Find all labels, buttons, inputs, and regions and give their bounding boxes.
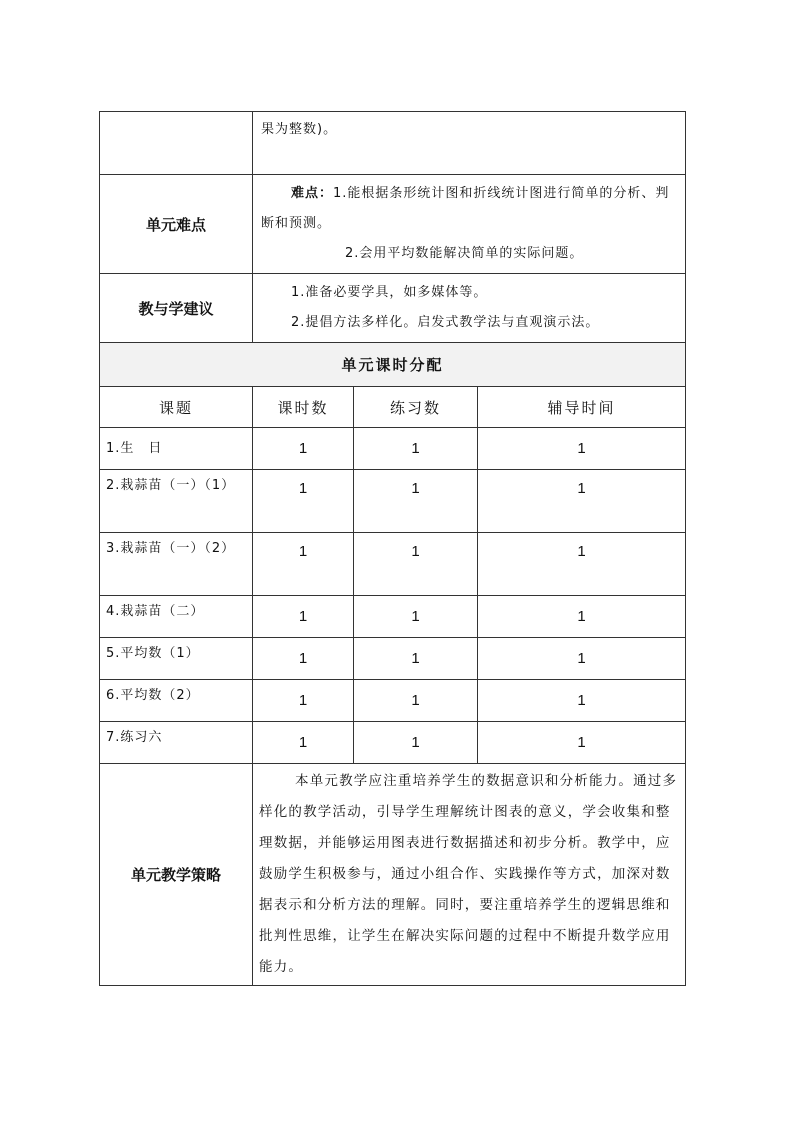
lesson-name: 2.栽蒜苗（一）（1） xyxy=(100,470,253,533)
lesson-name: 4.栽蒜苗（二） xyxy=(100,596,253,638)
difficulty-line1 xyxy=(261,179,677,239)
difficulty-line1-text: 1.能根据条形统计图和折线统计图进行简单的分析、判断和预测。 xyxy=(261,186,670,231)
lesson-tutoring: 1 xyxy=(478,722,686,764)
lesson-tutoring: 1 xyxy=(478,533,686,596)
lesson-exercises: 1 xyxy=(354,596,478,638)
lesson-hours: 1 xyxy=(253,596,354,638)
lesson-hours: 1 xyxy=(253,428,354,470)
advice-line1: 1.准备必要学具，如多媒体等。 xyxy=(291,285,488,300)
lesson-row xyxy=(100,596,686,638)
difficulty-line2: 2.会用平均数能解决简单的实际问题。 xyxy=(345,246,584,261)
continuation-text: 果为整数)。 xyxy=(253,112,686,175)
difficulty-row xyxy=(100,175,686,274)
lesson-row xyxy=(100,470,686,533)
lesson-hours: 1 xyxy=(253,533,354,596)
header-tutoring: 辅导时间 xyxy=(478,387,686,428)
lesson-exercises: 1 xyxy=(354,470,478,533)
header-hours: 课时数 xyxy=(253,387,354,428)
strategy-text: 本单元教学应注重培养学生的数据意识和分析能力。通过多样化的教学活动，引导学生理解统计图表的意义，学会收集和整理数据，并能够运用图表进行数据描述和初步分析。教学中，应鼓励学生积极参与，通过小组合作、实践操作等方式，加深对数据表示和分析方法的理解。同时，要注重培养学生的逻辑思维和批判性思维，让学生在解决实际问题的过程中不断提升数学应用能力。 xyxy=(253,764,686,986)
header-exercises: 练习数 xyxy=(354,387,478,428)
schedule-title-row xyxy=(100,343,686,387)
difficulty-content xyxy=(253,175,686,274)
lesson-row xyxy=(100,680,686,722)
lesson-hours: 1 xyxy=(253,722,354,764)
continuation-label-cell xyxy=(100,112,253,175)
lesson-exercises: 1 xyxy=(354,638,478,680)
lesson-exercises: 1 xyxy=(354,680,478,722)
lesson-row xyxy=(100,638,686,680)
lesson-tutoring: 1 xyxy=(478,680,686,722)
lesson-row xyxy=(100,533,686,596)
advice-label: 教与学建议 xyxy=(100,274,253,343)
lesson-name: 3.栽蒜苗（一）（2） xyxy=(100,533,253,596)
difficulty-prefix: 难点： xyxy=(291,186,334,201)
lesson-hours: 1 xyxy=(253,638,354,680)
difficulty-label: 单元难点 xyxy=(100,175,253,274)
header-lesson: 课题 xyxy=(100,387,253,428)
lesson-name: 1.生 日 xyxy=(100,428,253,470)
schedule-header-row xyxy=(100,387,686,428)
lesson-name: 5.平均数（1） xyxy=(100,638,253,680)
lesson-name: 7.练习六 xyxy=(100,722,253,764)
lesson-tutoring: 1 xyxy=(478,470,686,533)
lesson-tutoring: 1 xyxy=(478,638,686,680)
lesson-row xyxy=(100,428,686,470)
lesson-name: 6.平均数（2） xyxy=(100,680,253,722)
lesson-exercises: 1 xyxy=(354,722,478,764)
advice-row xyxy=(100,274,686,343)
lesson-exercises: 1 xyxy=(354,428,478,470)
lesson-row xyxy=(100,722,686,764)
continuation-row xyxy=(100,112,686,175)
lesson-exercises: 1 xyxy=(354,533,478,596)
advice-line2: 2.提倡方法多样化。启发式教学法与直观演示法。 xyxy=(291,315,600,330)
lesson-tutoring: 1 xyxy=(478,596,686,638)
strategy-label: 单元教学策略 xyxy=(100,764,253,986)
schedule-title: 单元课时分配 xyxy=(100,343,686,387)
lesson-tutoring: 1 xyxy=(478,428,686,470)
lesson-hours: 1 xyxy=(253,470,354,533)
strategy-row xyxy=(100,764,686,986)
lesson-plan-table xyxy=(99,111,686,986)
advice-content xyxy=(253,274,686,343)
lesson-hours: 1 xyxy=(253,680,354,722)
